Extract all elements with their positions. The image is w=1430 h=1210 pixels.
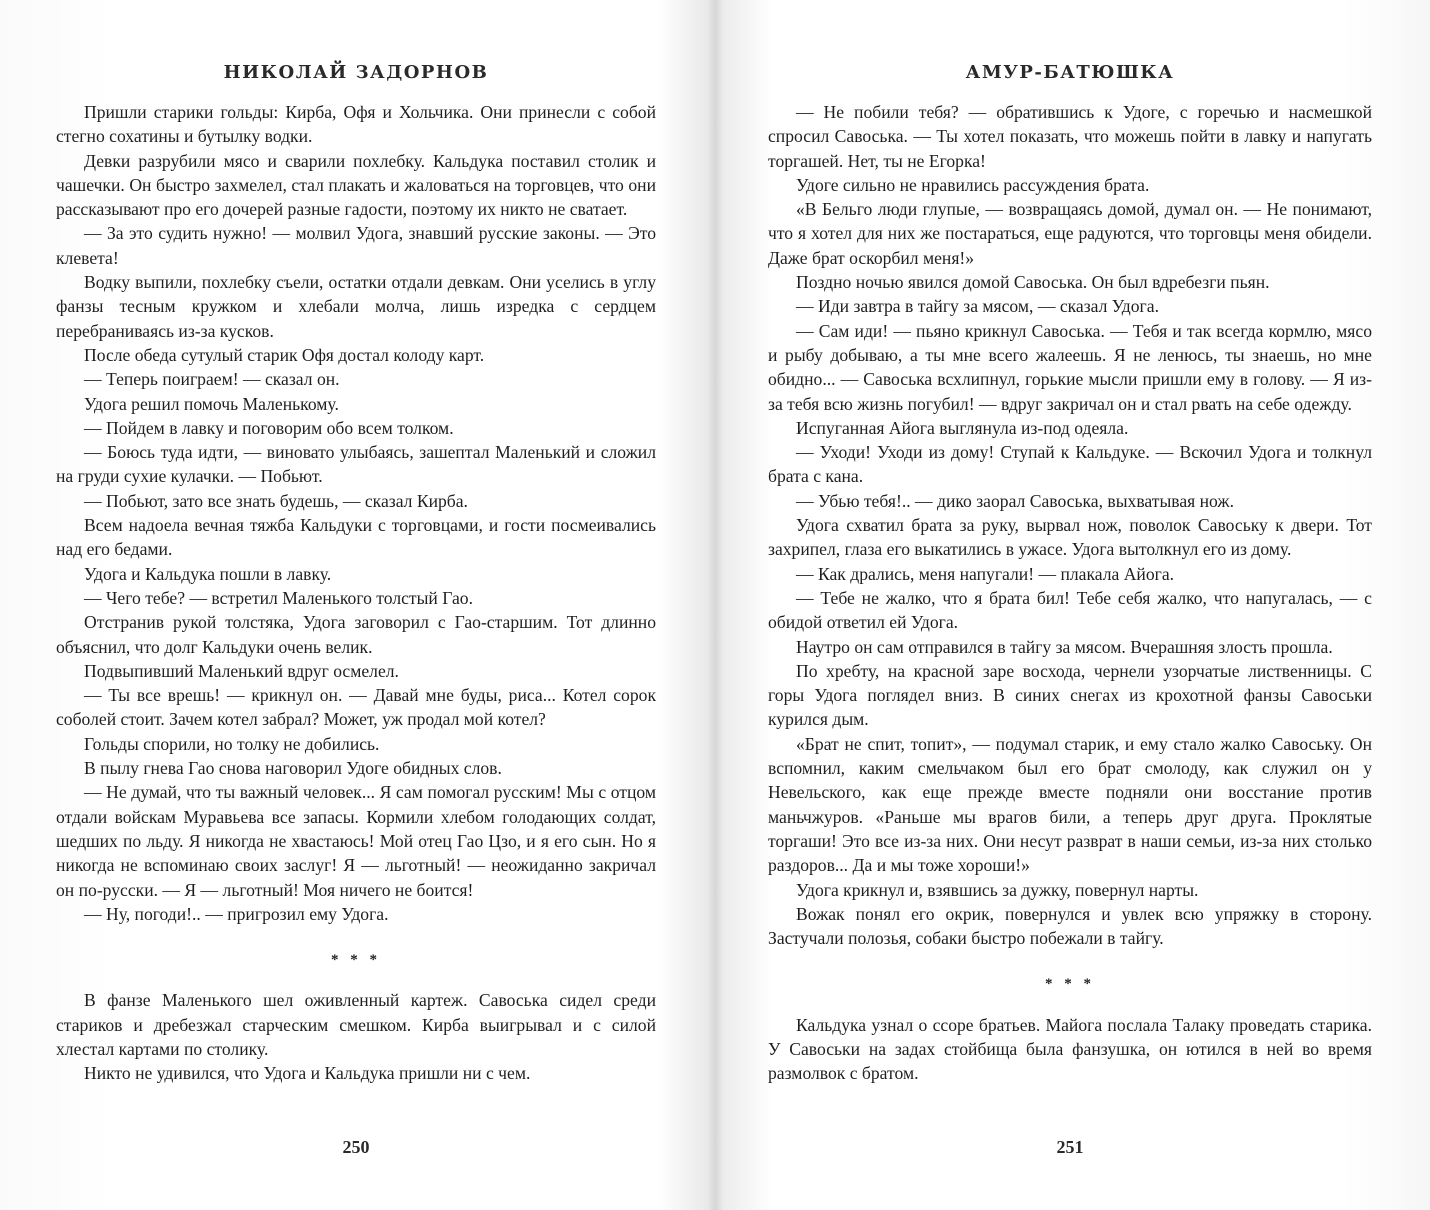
paragraph: Отстранив рукой толстяка, Удога заговорил с Гао-старшим. Тот длинно объяснил, что долг Кальдуки очень велик. — [56, 612, 656, 657]
paragraph: — Тебе не жалко, что я брата бил! Тебе себя жалко, что напугалась, — с обидой ответил ей Удога. — [768, 587, 1372, 633]
paragraph: «В Бельго люди глупые, — возвращаясь домой, думал он. — Не понимают, что я хотел для них же постараться, еще радуются, что торговцы меня обидели. Даже брат оскорбил меня!» — [768, 199, 1372, 268]
paragraph: — Пойдем в лавку и поговорим обо всем толком. — [84, 417, 454, 438]
section-separator: * * * — [331, 952, 381, 969]
right-page — [768, 0, 1372, 1210]
paragraph: После обеда сутулый старик Офя достал колоду карт. — [84, 344, 485, 365]
paragraph: — Не думай, что ты важный человек... Я сам помогал русским! Мы с отцом отдали войскам Муравьева все запасы. Кормили хлебом голодающих солдат, шедших по льду. Я никогда не хвастаюсь! Мой отец Гао Цзо, и я его сын. Но я никогда не вспоминаю своих заслуг! Я — льготный! — неожиданно закричал он по-русски. — Я — льготный! Моя ничего не боится! — [56, 782, 656, 900]
paragraph: — Иди завтра в тайгу за мясом, — сказал Удога. — [796, 296, 1159, 317]
paragraph: — Боюсь туда идти, — виновато улыбаясь, зашептал Маленький и сложил на груди сухие кулачки. — Побьют. — [56, 442, 656, 487]
paragraph: Подвыпивший Маленький вдруг осмелел. — [84, 660, 399, 681]
paragraph: Пришли старики гольды: Кирба, Офя и Хольчика. Они принесли с собой стегно сохатины и бутылку водки. — [56, 102, 656, 147]
paragraph: — За это судить нужно! — молвил Удога, знавший русские законы. — Это клевета! — [56, 223, 656, 268]
paragraph: — Сам иди! — пьяно крикнул Савоська. — Тебя и так всегда кормлю, мясо и рыбу добываю, а ты мне всего жалеешь. Я не ленюсь, ты знаешь, но мне обидно... — Савоська всхлипнул, горькие мысли пришли ему в голову. — Я из-за тебя всю жизнь погубил! — вдруг закричал он и стал рвать на себе одежду. — [768, 320, 1372, 414]
page-number-left: 250 — [342, 1137, 370, 1157]
paragraph: — Как дрались, меня напугали! — плакала Айога. — [796, 563, 1175, 584]
paragraph: — Уходи! Уходи из дому! Ступай к Кальдуке. — Вскочил Удога и толкнул брата с кана. — [768, 442, 1372, 487]
paragraph: По хребту, на красной заре восхода, чернели узорчатые лиственницы. С горы Удога поглядел вниз. В синих снегах из крохотной фанзы Савоськи курился дым. — [768, 660, 1372, 730]
running-head-title: АМУР-БАТЮШКА — [965, 62, 1175, 83]
paragraph: Гольды спорили, но толку не добились. — [84, 733, 380, 754]
paragraph: — Ты все врешь! — крикнул он. — Давай мне буды, риса... Котел сорок соболей стоит. Зачем котел забрал? Может, уж продал мой котел? — [56, 685, 656, 730]
paragraph: Удога решил помочь Маленькому. — [84, 393, 339, 414]
paragraph: Наутро он сам отправился в тайгу за мясом. Вчерашняя злость прошла. — [796, 636, 1333, 657]
paragraph: Водку выпили, похлебку съели, остатки отдали девкам. Они уселись в углу фанзы тесным кружком и хлебали молча, лишь изредка с сердцем перебраниваясь из-за кусков. — [56, 272, 656, 341]
paragraph: Вожак понял его окрик, повернулся и увлек всю упряжку в сторону. Застучали полозья, собаки быстро побежали в тайгу. — [768, 903, 1372, 949]
page-number-right: 251 — [1056, 1137, 1084, 1157]
paragraph: — Побьют, зато все знать будешь, — сказал Кирба. — [84, 490, 468, 511]
paragraph: Удога и Кальдука пошли в лавку. — [84, 563, 332, 584]
right-page-text — [768, 100, 1372, 1086]
left-page-text — [56, 100, 656, 1086]
paragraph: — Убью тебя!.. — дико заорал Савоська, выхватывая нож. — [796, 490, 1234, 511]
paragraph: Девки разрубили мясо и сварили похлебку. Кальдука поставил столик и чашечки. Он быстро захмелел, стал плакать и жаловаться на торговцев, что они рассказывают про его дочерей разные гадости, поэтому их никто не сватает. — [56, 150, 656, 220]
paragraph: В пылу гнева Гао снова наговорил Удоге обидных слов. — [84, 758, 502, 779]
paragraph: Поздно ночью явился домой Савоська. Он был вдребезги пьян. — [796, 272, 1270, 293]
paragraph: Всем надоела вечная тяжба Кальдуки с торговцами, и гости посмеивались над его бедами. — [56, 515, 656, 560]
paragraph: Удоге сильно не нравились рассуждения брата. — [796, 174, 1150, 195]
paragraph: — Чего тебе? — встретил Маленького толстый Гао. — [84, 587, 473, 608]
paragraph: Никто не удивился, что Удога и Кальдука пришли ни с чем. — [84, 1063, 531, 1084]
paragraph: — Ну, погоди!.. — пригрозил ему Удога. — [84, 903, 389, 924]
section-separator: * * * — [1045, 976, 1095, 993]
left-page — [56, 0, 656, 1210]
paragraph: В фанзе Маленького шел оживленный картеж. Савоська сидел среди стариков и дребезжал старческим смешком. Кирба выигрывал и с силой хлестал картами по столику. — [56, 990, 656, 1059]
paragraph: Испуганная Айога выглянула из-под одеяла. — [796, 417, 1129, 438]
paragraph: Кальдука узнал о ссоре братьев. Майога послала Талаку проведать старика. У Савоськи на задах стойбища была фанзушка, он ютился в ней во время размолвок с братом. — [768, 1014, 1372, 1084]
paragraph: Удога крикнул и, взявшись за дужку, повернул нарты. — [796, 879, 1199, 900]
paragraph: — Теперь поиграем! — сказал он. — [84, 369, 340, 390]
paragraph: «Брат не спит, топит», — подумал старик, и ему стало жалко Савоську. Он вспомнил, каким смельчаком был его брат смолоду, как служил он у Невельского, как еще прежде вместе подняли они восстание против маньчжуров. «Раньше мы врагов били, а теперь друг друга. Проклятые торгаши! Это все из-за них. Они несут разврат в наши семьи, из-за них столько раздоров... Да и мы тоже хороши!» — [768, 733, 1372, 876]
running-head-author: НИКОЛАЙ ЗАДОРНОВ — [223, 62, 489, 83]
paragraph: Удога схватил брата за руку, вырвал нож, поволок Савоську к двери. Тот захрипел, глаза его выкатились в ужасе. Удога вытолкнул его из дому. — [768, 515, 1372, 560]
paragraph: — Не побили тебя? — обратившись к Удоге, с горечью и насмешкой спросил Савоська. — Ты хотел показать, что можешь пойти в лавку и напугать торгашей. Нет, ты не Егорка! — [768, 102, 1372, 171]
